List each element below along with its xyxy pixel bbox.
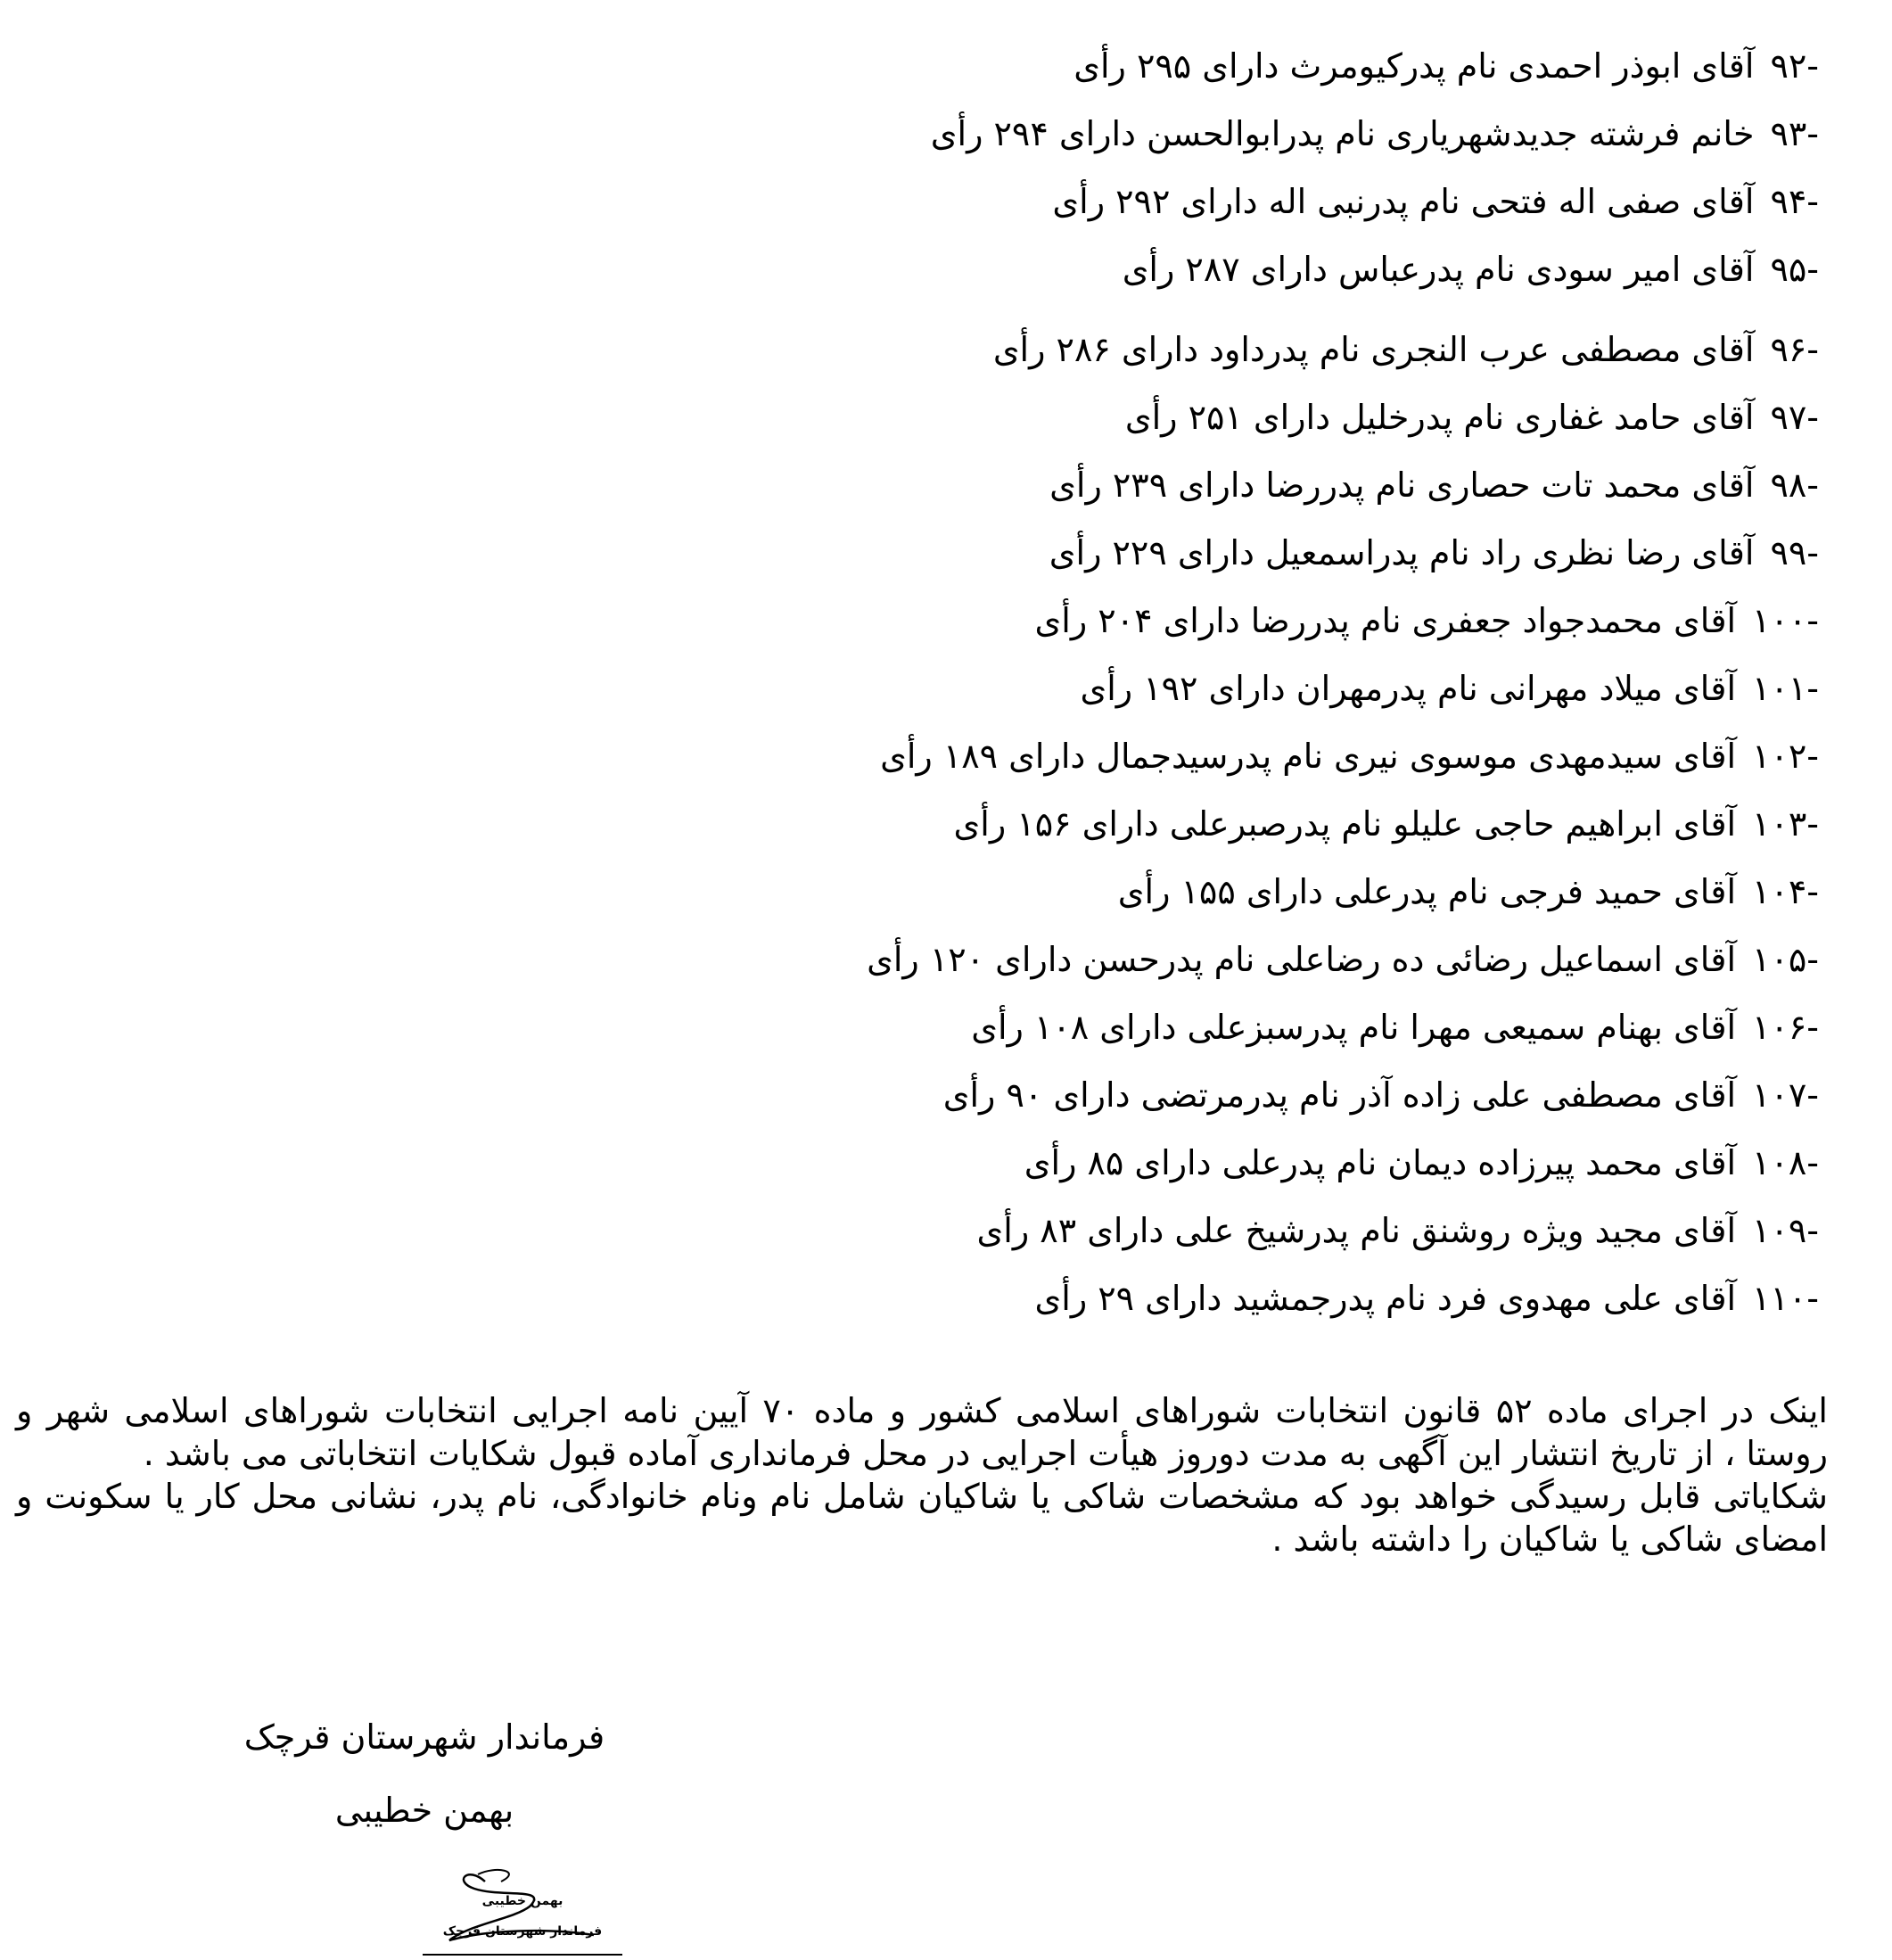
- signature-block: [219, 1703, 629, 1960]
- candidate-text: آقای صفی اله فتحی نام پدرنبی اله دارای ۲۹۲ رأی: [1052, 182, 1755, 221]
- candidate-row: [867, 1264, 1819, 1332]
- candidate-text: آقای رضا نظری راد نام پدراسمعیل دارای ۲۲۹ رأی: [1049, 533, 1755, 572]
- candidate-text: آقای محمد تات حصاری نام پدررضا دارای ۲۳۹ رأی: [1049, 465, 1755, 505]
- candidate-row: [867, 451, 1819, 519]
- governor-title: فرماندار شهرستان قرچک: [243, 1717, 605, 1757]
- candidate-text: آقای حمید فرجی نام پدرعلی دارای ۱۵۵ رأی: [1117, 872, 1737, 911]
- candidate-row: [867, 1197, 1819, 1264]
- stamp-name: بهمن خطیبی: [481, 1894, 563, 1908]
- candidate-number: -۱۰۶: [1752, 1008, 1819, 1047]
- candidate-text: خانم فرشته جدیدشهریاری نام پدرابوالحسن دارای ۲۹۴ رأی: [930, 114, 1755, 153]
- candidate-row: [867, 383, 1819, 451]
- notice-paragraph-complaints-window: اینک در اجرای ماده ۵۲ قانون انتخابات شوراهای اسلامی کشور و ماده ۷۰ آیین نامه اجرایی انتخابات شوراهای اسلامی شهر و روستا ، از تاریخ انتشار این آگهی به مدت دوروز هیأت اجرایی در محل فرمانداری آماده قبول شکایات انتخاباتی می باشد .: [16, 1391, 1828, 1473]
- candidate-number: -۹۷: [1770, 398, 1819, 437]
- candidate-row: [867, 235, 1819, 303]
- candidate-text: آقای سیدمهدی موسوی نیری نام پدرسیدجمال دارای ۱۸۹ رأی: [880, 737, 1737, 776]
- candidate-number: -۱۰۵: [1752, 940, 1819, 979]
- candidate-number: -۱۰۸: [1752, 1143, 1819, 1182]
- candidate-row: [867, 32, 1819, 100]
- handwritten-signature: [415, 1862, 629, 1960]
- candidate-row: [867, 316, 1819, 383]
- candidate-row: [867, 1061, 1819, 1129]
- candidate-text: آقای بهنام سمیعی مهرا نام پدرسبزعلی دارای ۱۰۸ رأی: [971, 1008, 1737, 1047]
- candidate-number: -۹۸: [1770, 465, 1819, 505]
- candidate-text: آقای حامد غفاری نام پدرخلیل دارای ۲۵۱ رأی: [1124, 398, 1755, 437]
- candidate-number: -۱۱۰: [1752, 1279, 1819, 1318]
- governor-name: بهمن خطیبی: [334, 1791, 514, 1830]
- candidate-text: آقای محمد پیرزاده دیمان نام پدرعلی دارای ۸۵ رأی: [1024, 1143, 1737, 1182]
- candidate-number: -۹۲: [1770, 46, 1819, 86]
- candidate-number: -۹۴: [1770, 182, 1819, 221]
- candidate-text: آقای ابوذر احمدی نام پدرکیومرث دارای ۲۹۵ رأی: [1074, 46, 1755, 86]
- candidate-number: -۱۰۹: [1752, 1211, 1819, 1250]
- candidate-row: [867, 587, 1819, 655]
- candidate-number: -۹۹: [1770, 533, 1819, 572]
- candidate-row: [867, 858, 1819, 926]
- candidate-text: آقای مصطفی علی زاده آذر نام پدرمرتضی دارای ۹۰ رأی: [942, 1075, 1737, 1115]
- candidate-row: [867, 655, 1819, 722]
- candidate-row: [867, 993, 1819, 1061]
- candidate-number: -۱۰۳: [1752, 804, 1819, 844]
- candidate-number: -۱۰۱: [1752, 669, 1819, 708]
- notice: [16, 1389, 1828, 1561]
- candidate-number: -۹۳: [1770, 114, 1819, 153]
- candidate-row: [867, 790, 1819, 858]
- candidate-row: [867, 519, 1819, 587]
- candidate-number: -۹۶: [1770, 330, 1819, 369]
- candidate-number: -۹۵: [1770, 250, 1819, 289]
- candidate-number: -۱۰۷: [1752, 1075, 1819, 1115]
- candidate-number: -۱۰۲: [1752, 737, 1819, 776]
- candidate-row: [867, 1129, 1819, 1197]
- notice-paragraph-complaint-requirements: شکایاتی قابل رسیدگی خواهد بود که مشخصات شاکی یا شاکیان شامل نام ونام خانوادگی، نام پدر، نشانی محل کار یا سکونت و امضای شاکی یا شاکیان را داشته باشد .: [16, 1477, 1828, 1559]
- candidate-text: آقای محمدجواد جعفری نام پدررضا دارای ۲۰۴ رأی: [1034, 601, 1737, 640]
- candidate-text: آقای امیر سودی نام پدرعباس دارای ۲۸۷ رأی: [1122, 250, 1755, 289]
- candidate-text: آقای مجید ویژه روشنق نام پدرشیخ علی دارای ۸۳ رأی: [976, 1211, 1737, 1250]
- stamp-title: فرماندار شهرستان قرچک: [442, 1924, 603, 1939]
- candidate-number: -۱۰۴: [1752, 872, 1819, 911]
- candidate-row: [867, 100, 1819, 168]
- candidate-text: آقای علی مهدوی فرد نام پدرجمشید دارای ۲۹ رأی: [1034, 1279, 1737, 1318]
- candidate-text: آقای اسماعیل رضائی ده رضاعلی نام پدرحسن دارای ۱۲۰ رأی: [867, 940, 1737, 979]
- candidate-text: آقای میلاد مهرانی نام پدرمهران دارای ۱۹۲ رأی: [1080, 669, 1737, 708]
- candidate-list: [867, 32, 1819, 1332]
- candidate-row: [867, 926, 1819, 993]
- candidate-text: آقای ابراهیم حاجی علیلو نام پدرصبرعلی دارای ۱۵۶ رأی: [953, 804, 1737, 844]
- candidate-row: [867, 168, 1819, 235]
- candidate-text: آقای مصطفی عرب النجری نام پدرداود دارای ۲۸۶ رأی: [992, 330, 1755, 369]
- candidate-row: [867, 722, 1819, 790]
- candidate-number: -۱۰۰: [1752, 601, 1819, 640]
